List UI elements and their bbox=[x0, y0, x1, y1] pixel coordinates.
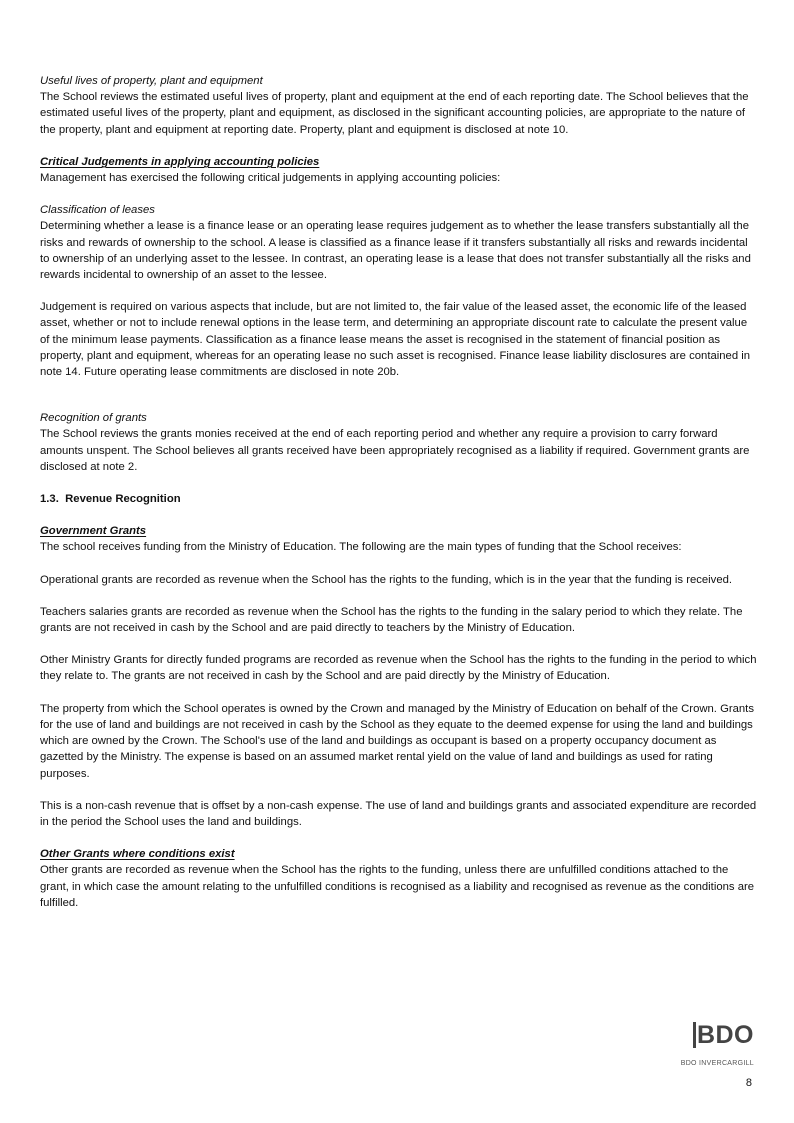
revenue-recognition-heading bbox=[40, 491, 758, 507]
logo-bar-icon bbox=[693, 1022, 696, 1048]
classification-leases-paragraph-1: Determining whether a lease is a finance lease or an operating lease requires judgement as to whether the lease transfers substantially all the risks and rewards of ownership to the school. A lease is classified as a finance lease if it transfers substantially all risks and rewards incidental to ownership of an underlying asset to the lessee. In contrast, an operating lease is a lease that does not transfer substantially all the risks and rewards incidental to ownership of an asset to the lessee. bbox=[40, 220, 751, 282]
government-grants-intro: The school receives funding from the Ministry of Education. The following are the main types of funding that the School receives: bbox=[40, 541, 682, 554]
non-cash-revenue-paragraph: This is a non-cash revenue that is offset by a non-cash expense. The use of land and buildings grants and associated expenditure are recorded in the period the School uses the land and buildings. bbox=[40, 799, 757, 828]
operational-grants-paragraph: Operational grants are recorded as revenue when the School has the rights to the funding, which is in the year that the funding is received. bbox=[40, 573, 733, 586]
government-grants-heading: Government Grants bbox=[40, 525, 147, 538]
useful-lives-heading: Useful lives of property, plant and equipment bbox=[40, 75, 263, 87]
bdo-logo bbox=[644, 1022, 754, 1068]
document-body bbox=[40, 73, 758, 911]
critical-judgements-paragraph: Management has exercised the following critical judgements in applying accounting policies: bbox=[40, 172, 501, 185]
bdo-logo-mark bbox=[693, 1022, 754, 1048]
other-grants-paragraph: Other grants are recorded as revenue when the School has the rights to the funding, unless there are unfulfilled conditions attached to the grant, in which case the amount relating to the unfulfilled conditions is recognised as a liability and recognised as revenue as the conditions are fulfilled. bbox=[40, 864, 755, 909]
other-ministry-grants-paragraph: Other Ministry Grants for directly funded programs are recorded as revenue when the School has the rights to the funding in the period to which they relate to. The grants are not received in cash by the School and are paid directly by the Ministry of Education. bbox=[40, 654, 757, 683]
page-number: 8 bbox=[745, 1077, 752, 1089]
recognition-grants-heading: Recognition of grants bbox=[40, 412, 147, 425]
critical-judgements-heading: Critical Judgements in applying accounting policies bbox=[40, 155, 320, 168]
classification-leases-paragraph-2: Judgement is required on various aspects that include, but are not limited to, the fair value of the leased asset, the economic life of the leased asset, whether or not to include renewal options in the lease term, and determining an appropriate discount rate to calculate the present value of the minimum lease payments. Classification as a finance lease means the asset is recognised in the statement of financial position as property, plant and equipment, whereas for an operating lease no such asset is recognised. Finance lease liability disclosures are contained in note 14. Future operating lease commitments are disclosed in note 20b. bbox=[40, 301, 751, 379]
logo-text: BDO bbox=[696, 1021, 754, 1049]
property-grants-paragraph: The property from which the School operates is owned by the Crown and managed by the Ministry of Education on behalf of the Crown. Grants for the use of land and buildings are not received in cash by the School as they equate to the deemed expense for using the land and buildings which are owned by the Crown. The School's use of the land and buildings as occupant is based on a property occupancy document as gazetted by the Ministry. The expense is based on an assumed market rental yield on the value of land and buildings as used for rating purposes. bbox=[40, 702, 754, 780]
section-title: Revenue Recognition bbox=[65, 493, 181, 506]
teachers-salaries-paragraph: Teachers salaries grants are recorded as revenue when the School has the rights to the funding in the salary period to which they relate. The grants are not received in cash by the School and are paid directly to teachers by the Ministry of Education. bbox=[40, 605, 743, 635]
section-number: 1.3. bbox=[40, 493, 59, 506]
other-grants-heading: Other Grants where conditions exist bbox=[40, 848, 235, 861]
useful-lives-paragraph: The School reviews the estimated useful lives of property, plant and equipment at the end of each reporting date. The School believes that the estimated useful lives of the property, plant and equipment, as disclosed in the significant accounting policies, are appropriate to the nature of the property, plant and equipment at reporting date. Property, plant and equipment is disclosed at note 10. bbox=[40, 91, 749, 136]
recognition-grants-paragraph: The School reviews the grants monies received at the end of each reporting period and whether any require a provision to carry forward amounts unspent. The School believes all grants received have been appropriately recognised as a liability if required. Government grants are disclosed at note 2. bbox=[40, 428, 750, 473]
logo-subtitle: BDO INVERCARGILL bbox=[680, 1060, 754, 1067]
classification-leases-heading: Classification of leases bbox=[40, 204, 155, 217]
